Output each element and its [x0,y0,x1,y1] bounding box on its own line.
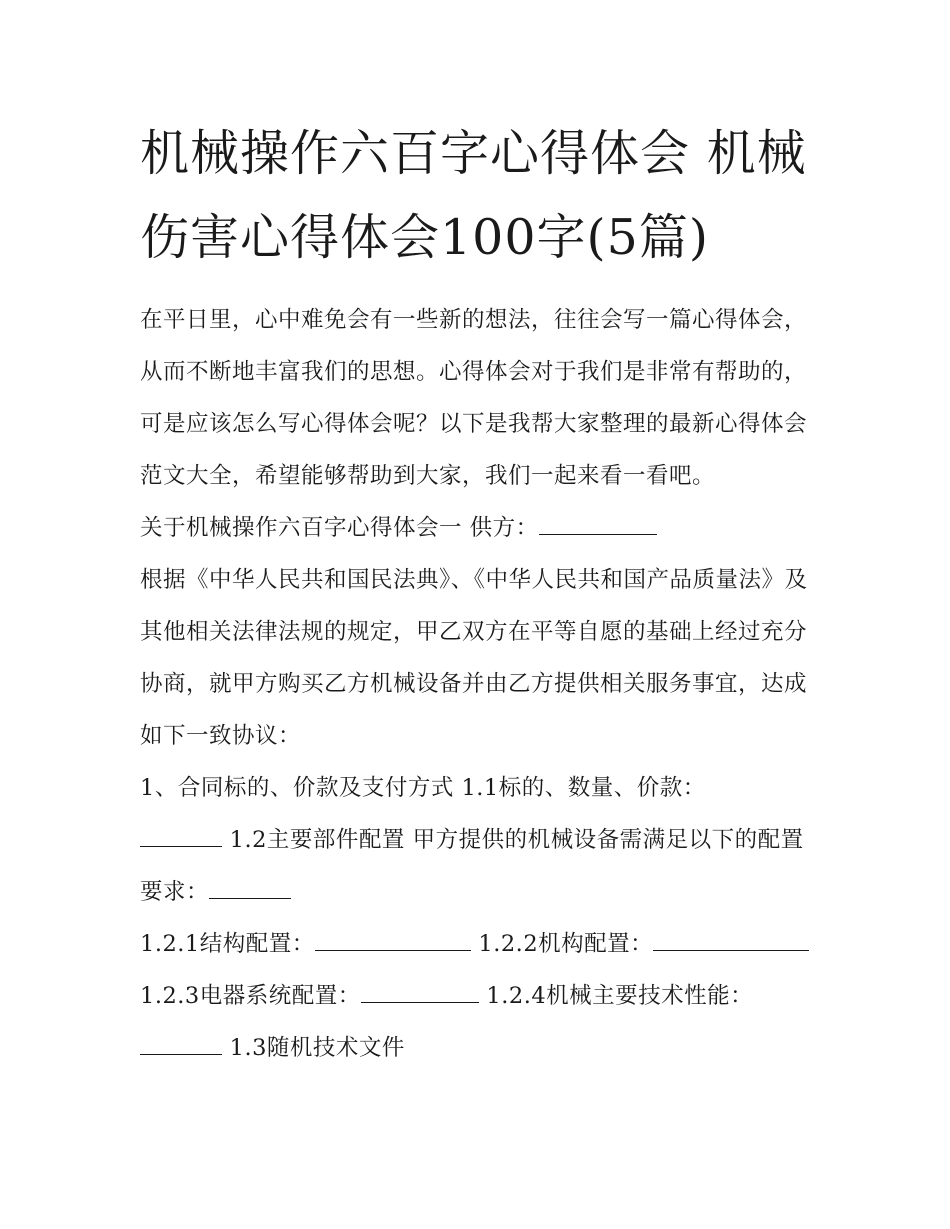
intro-paragraph: 在平日里，心中难免会有一些新的想法，往往会写一篇心得体会，从而不断地丰富我们的思想。心得体会对于我们是非常有帮助的，可是应该怎么写心得体会呢？以下是我帮大家整理的最新心得体会范文大全，希望能够帮助到大家，我们一起来看一看吧。 [140,307,808,489]
structure-config-blank [315,928,471,952]
clause-1-2-1-text: 1.2.1结构配置： [140,931,315,957]
clause-1-2-3-text: 1.2.3电器系统配置： [140,983,361,1009]
clause-1-2-1 [140,918,820,970]
legal-basis-paragraph: 根据《中华人民共和国民法典》、《中华人民共和国产品质量法》及其他相关法律法规的规定，甲乙双方在平等自愿的基础上经过充分协商，就甲方购买乙方机械设备并由乙方提供相关服务事宜，达成如下一致协议： [140,567,808,749]
quantity-price-blank [140,824,222,848]
clause-1-2 [140,814,820,918]
document-page [140,112,820,1074]
clause-1-3 [140,1022,820,1074]
clause-1-2-4-text: 1.2.4机械主要技术性能： [478,983,754,1009]
clause-1: 1、合同标的、价款及支付方式 1.1标的、数量、价款： [140,775,706,801]
mechanism-config-blank [653,928,809,952]
section-heading [140,502,820,554]
clause-1-2-2-text: 1.2.2机构配置： [470,931,654,957]
document-title: 机械操作六百字心得体会 机械伤害心得体会100字(5篇) [140,125,807,266]
section-heading-text: 关于机械操作六百字心得体会一 供方： [140,515,539,541]
electrical-config-blank [361,980,479,1004]
clause-1-2-text: 1.2主要部件配置 甲方提供的机械设备需满足以下的配置要求： [140,827,804,905]
clause-1-2-3 [140,970,820,1022]
config-blank [209,876,291,900]
performance-blank [140,1032,222,1056]
clause-1-3-text: 1.3随机技术文件 [222,1035,405,1061]
supplier-blank [539,512,657,536]
